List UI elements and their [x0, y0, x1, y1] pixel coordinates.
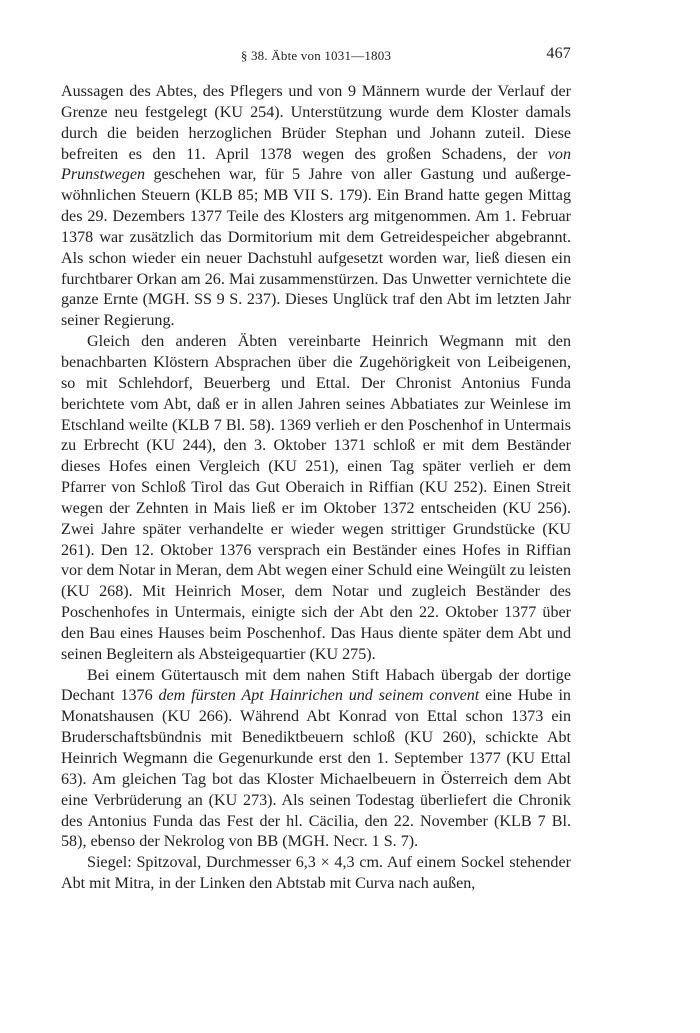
section-title: § 38. Äbte von 1031—1803 [240, 48, 392, 63]
paragraph-4 [61, 853, 571, 895]
text-run: geschehen war, für 5 Jahre von aller Gastung und außergewöhnlichen Steuern (KLB 85; MB VII S. 179). Ein Brand hatte gegen Mittag des 29. Dezembers 1377 Teile des Klosters arg mitgenommen. Am 1. Februar 1378 war zusätzlich das Dormitorium mit dem Getreidespeicher abgebrannt. Als schon wieder ein neuer Dachstuhl aufgesetzt worden war, ließ diesen ein furchtbarer Orkan am 26. Mai zusammenstürzen. Das Unwetter vernichtete die ganze Ernte (MGH. SS 9 S. 237). Dieses Unglück traf den Abt im letzten Jahr seiner Regierung. [61, 166, 571, 330]
text-run: Bei einem Gütertausch mit dem nahen Stift Habach übergab der dortige Dechant 1376 [61, 666, 571, 705]
italic-quote: dem fürsten Apt Hainrichen und seinem convent [158, 687, 480, 705]
paragraph-1 [61, 82, 571, 332]
paragraph-2 [61, 332, 571, 666]
running-header [61, 45, 571, 67]
italic-quote: von Prunstwegen [61, 145, 571, 184]
text-run: Gleich den anderen Äbten vereinbarte Heinrich Wegmann mit den benachbarten Klöstern Absprachen über die Zugehörigkeit von Leibeigenen, so mit Schlehdorf, Beuerberg und Ettal. Der Chronist Antonius Funda berichtete vom Abt, daß er in allen Jahren seines Abbatiates zur Weinlese im Etschland weilte (KLB 7 Bl. 58). 1369 verlieh er den Poschenhof in Untermais zu Erbrecht (KU 244), den 3. Oktober 1371 schloß er mit dem Beständer dieses Hofes einen Vergleich (KU 251), einen Tag später verlieh er dem Pfarrer von Schloß Tirol das Gut Oberaich in Riffian (KU 252). Einen Streit wegen der Zehnten in Mais ließ er im Oktober 1372 entscheiden (KU 256). Zwei Jahre später verhandelte er wieder wegen strittiger Grundstücke (KU 261). Den 12. Oktober 1376 versprach ein Beständer eines Hofes in Riffian vor dem Notar in Meran, dem Abt wegen einer Schuld eine Weingült zu leisten (KU 268). Mit Heinrich Moser, dem Notar und zugleich Beständer des Poschenhofes in Untermais, einigte sich der Abt den 22. Oktober 1377 über den Bau eines Hauses beim Poschenhof. Das Haus diente später dem Abt und seinen Begleitern als Absteigequartier (KU 275). [61, 333, 571, 663]
paragraph-3 [61, 666, 571, 854]
text-run: Aussagen des Abtes, des Pflegers und von 9 Männern wurde der Verlauf der Grenze neu festgelegt (KU 254). Unterstützung wurde dem Kloster damals durch die beiden herzoglichen Brüder Stephan und Johann zuteil. Diese befreiten es den 11. April 1378 wegen des großen Schadens, der [61, 83, 571, 163]
text-run: Siegel: Spitzoval, Durchmesser 6,3 × 4,3 cm. Auf einem Sockel stehender Abt mit Mitra, in der Linken den Abtstab mit Curva nach außen, [61, 854, 571, 893]
body-text [61, 82, 571, 895]
book-page [61, 45, 571, 895]
page-number: 467 [546, 45, 571, 62]
text-run: eine Hube in Monatshausen (KU 266). Während Abt Konrad von Ettal schon 1373 ein Bruderschaftsbündnis mit Benediktbeuern schloß (KU 260), schickte Abt Heinrich Wegmann die Gegenurkunde erst den 1. September 1377 (KU Ettal 63). Am gleichen Tag bot das Kloster Michaelbeuern in Österreich dem Abt eine Verbrüderung an (KU 273). Als seinen Todestag überliefert die Chronik des Antonius Funda das Fest der hl. Cäcilia, den 22. November (KLB 7 Bl. 58), ebenso der Nekrolog von BB (MGH. Necr. 1 S. 7). [61, 687, 571, 851]
